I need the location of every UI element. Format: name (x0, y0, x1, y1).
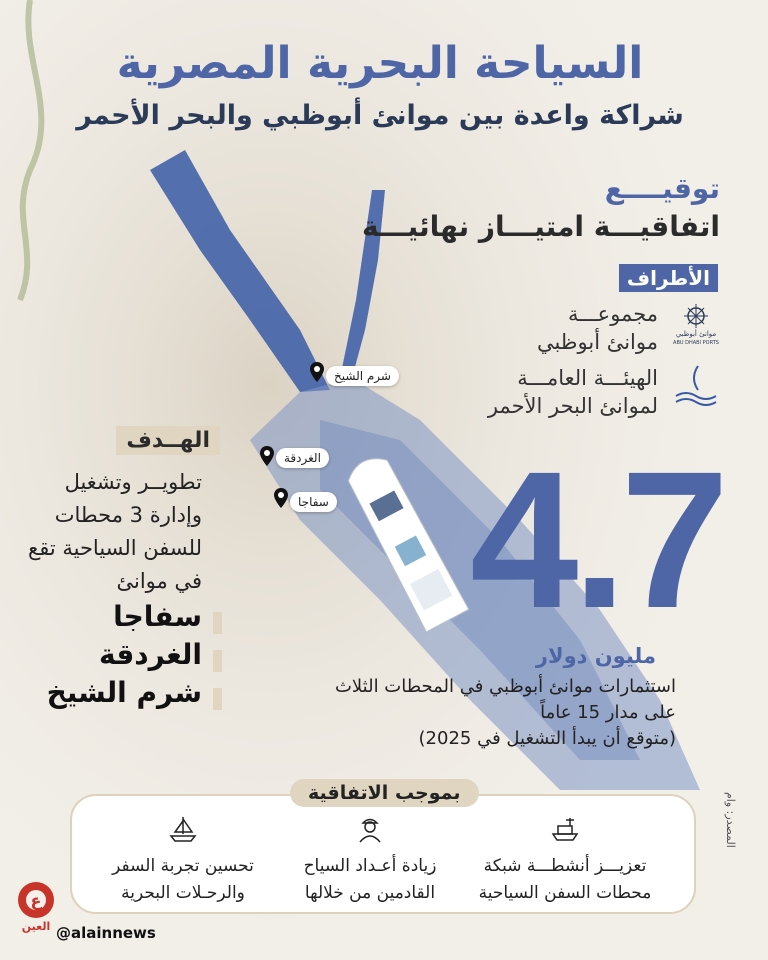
signing-text: اتفاقيـــة امتيـــاز نهائيـــة (361, 210, 720, 243)
goal-badge: الهــدف (116, 426, 220, 455)
investment-line: استثمارات موانئ أبوظبي في المحطات الثلاث (334, 676, 676, 697)
benefit-line: تعزيـــز أنشطـــة شبكة (483, 856, 647, 876)
page-title: السياحة البحرية المصرية (116, 38, 644, 89)
investment-value: 4.7 (470, 431, 724, 649)
ship-port-icon (550, 814, 580, 844)
party-line: مجموعـــة (567, 302, 658, 326)
benefit-network (470, 814, 660, 907)
port-hurghada (99, 638, 202, 671)
benefit-line: محطات السفن السياحية (478, 883, 652, 903)
port-name: سفاجا (113, 600, 202, 633)
benefit-line: والرحـلات البحرية (121, 883, 245, 903)
benefit-line: القادمين من خلالها (304, 883, 436, 903)
parties-badge: الأطراف (619, 264, 718, 292)
page-subtitle: شراكة واعدة بين موانئ أبوظبي والبحر الأحمر (76, 100, 684, 131)
party-line: الهيئـــة العامـــة (517, 366, 658, 390)
captain-icon (355, 814, 385, 844)
red-sea-ports-authority-logo (668, 362, 724, 412)
logo-text: موانئ أبوظبي (675, 330, 717, 338)
party-abu-dhabi-ports (537, 300, 658, 356)
benefit-line: تحسين تجربة السفر (112, 856, 254, 876)
agreement-badge: بموجب الاتفاقية (290, 779, 479, 807)
investment-line: (متوقع أن يبدأ التشغيل في 2025) (418, 728, 676, 749)
benefit-tourists (275, 814, 465, 907)
port-sharm (47, 676, 202, 709)
investment-line: على مدار 15 عاماً (540, 702, 676, 723)
location-pin-icon (274, 488, 288, 508)
pin-label: شرم الشيخ (326, 366, 399, 386)
pin-label: سفاجا (290, 492, 337, 512)
logo-text-en: ABU DHABI PORTS (673, 340, 719, 346)
party-line: موانئ أبوظبي (536, 330, 658, 354)
investment-unit: مليون دولار (535, 644, 656, 668)
benefit-line: زيادة أعـداد السياح (303, 856, 437, 876)
svg-text:ع: ع (30, 891, 42, 910)
signing-heading: توقيــــع (604, 172, 720, 205)
bullet-mark (213, 612, 222, 634)
port-safaga (113, 600, 202, 633)
location-pin-icon (260, 446, 274, 466)
abu-dhabi-ports-logo (668, 302, 724, 348)
pin-label: الغردقة (276, 448, 329, 468)
social-handle[interactable]: @alainnews (56, 924, 156, 942)
benefit-travel (88, 814, 278, 907)
location-pin-icon (310, 362, 324, 382)
party-red-sea-ports (488, 364, 658, 420)
port-name: شرم الشيخ (46, 676, 202, 709)
port-name: الغردقة (98, 638, 202, 671)
source-credit: المصدر: وام (724, 792, 737, 848)
investment-description (296, 674, 676, 752)
bullet-mark (213, 650, 222, 672)
bullet-mark (213, 688, 222, 710)
party-line: لموانئ البحر الأحمر (487, 394, 658, 418)
goal-text: تطويــر وتشغيل وإدارة 3 محطات للسفن السياحية تقع في موانئ (28, 470, 202, 593)
brand-name: العين (21, 920, 51, 933)
sailboat-icon (168, 814, 198, 844)
